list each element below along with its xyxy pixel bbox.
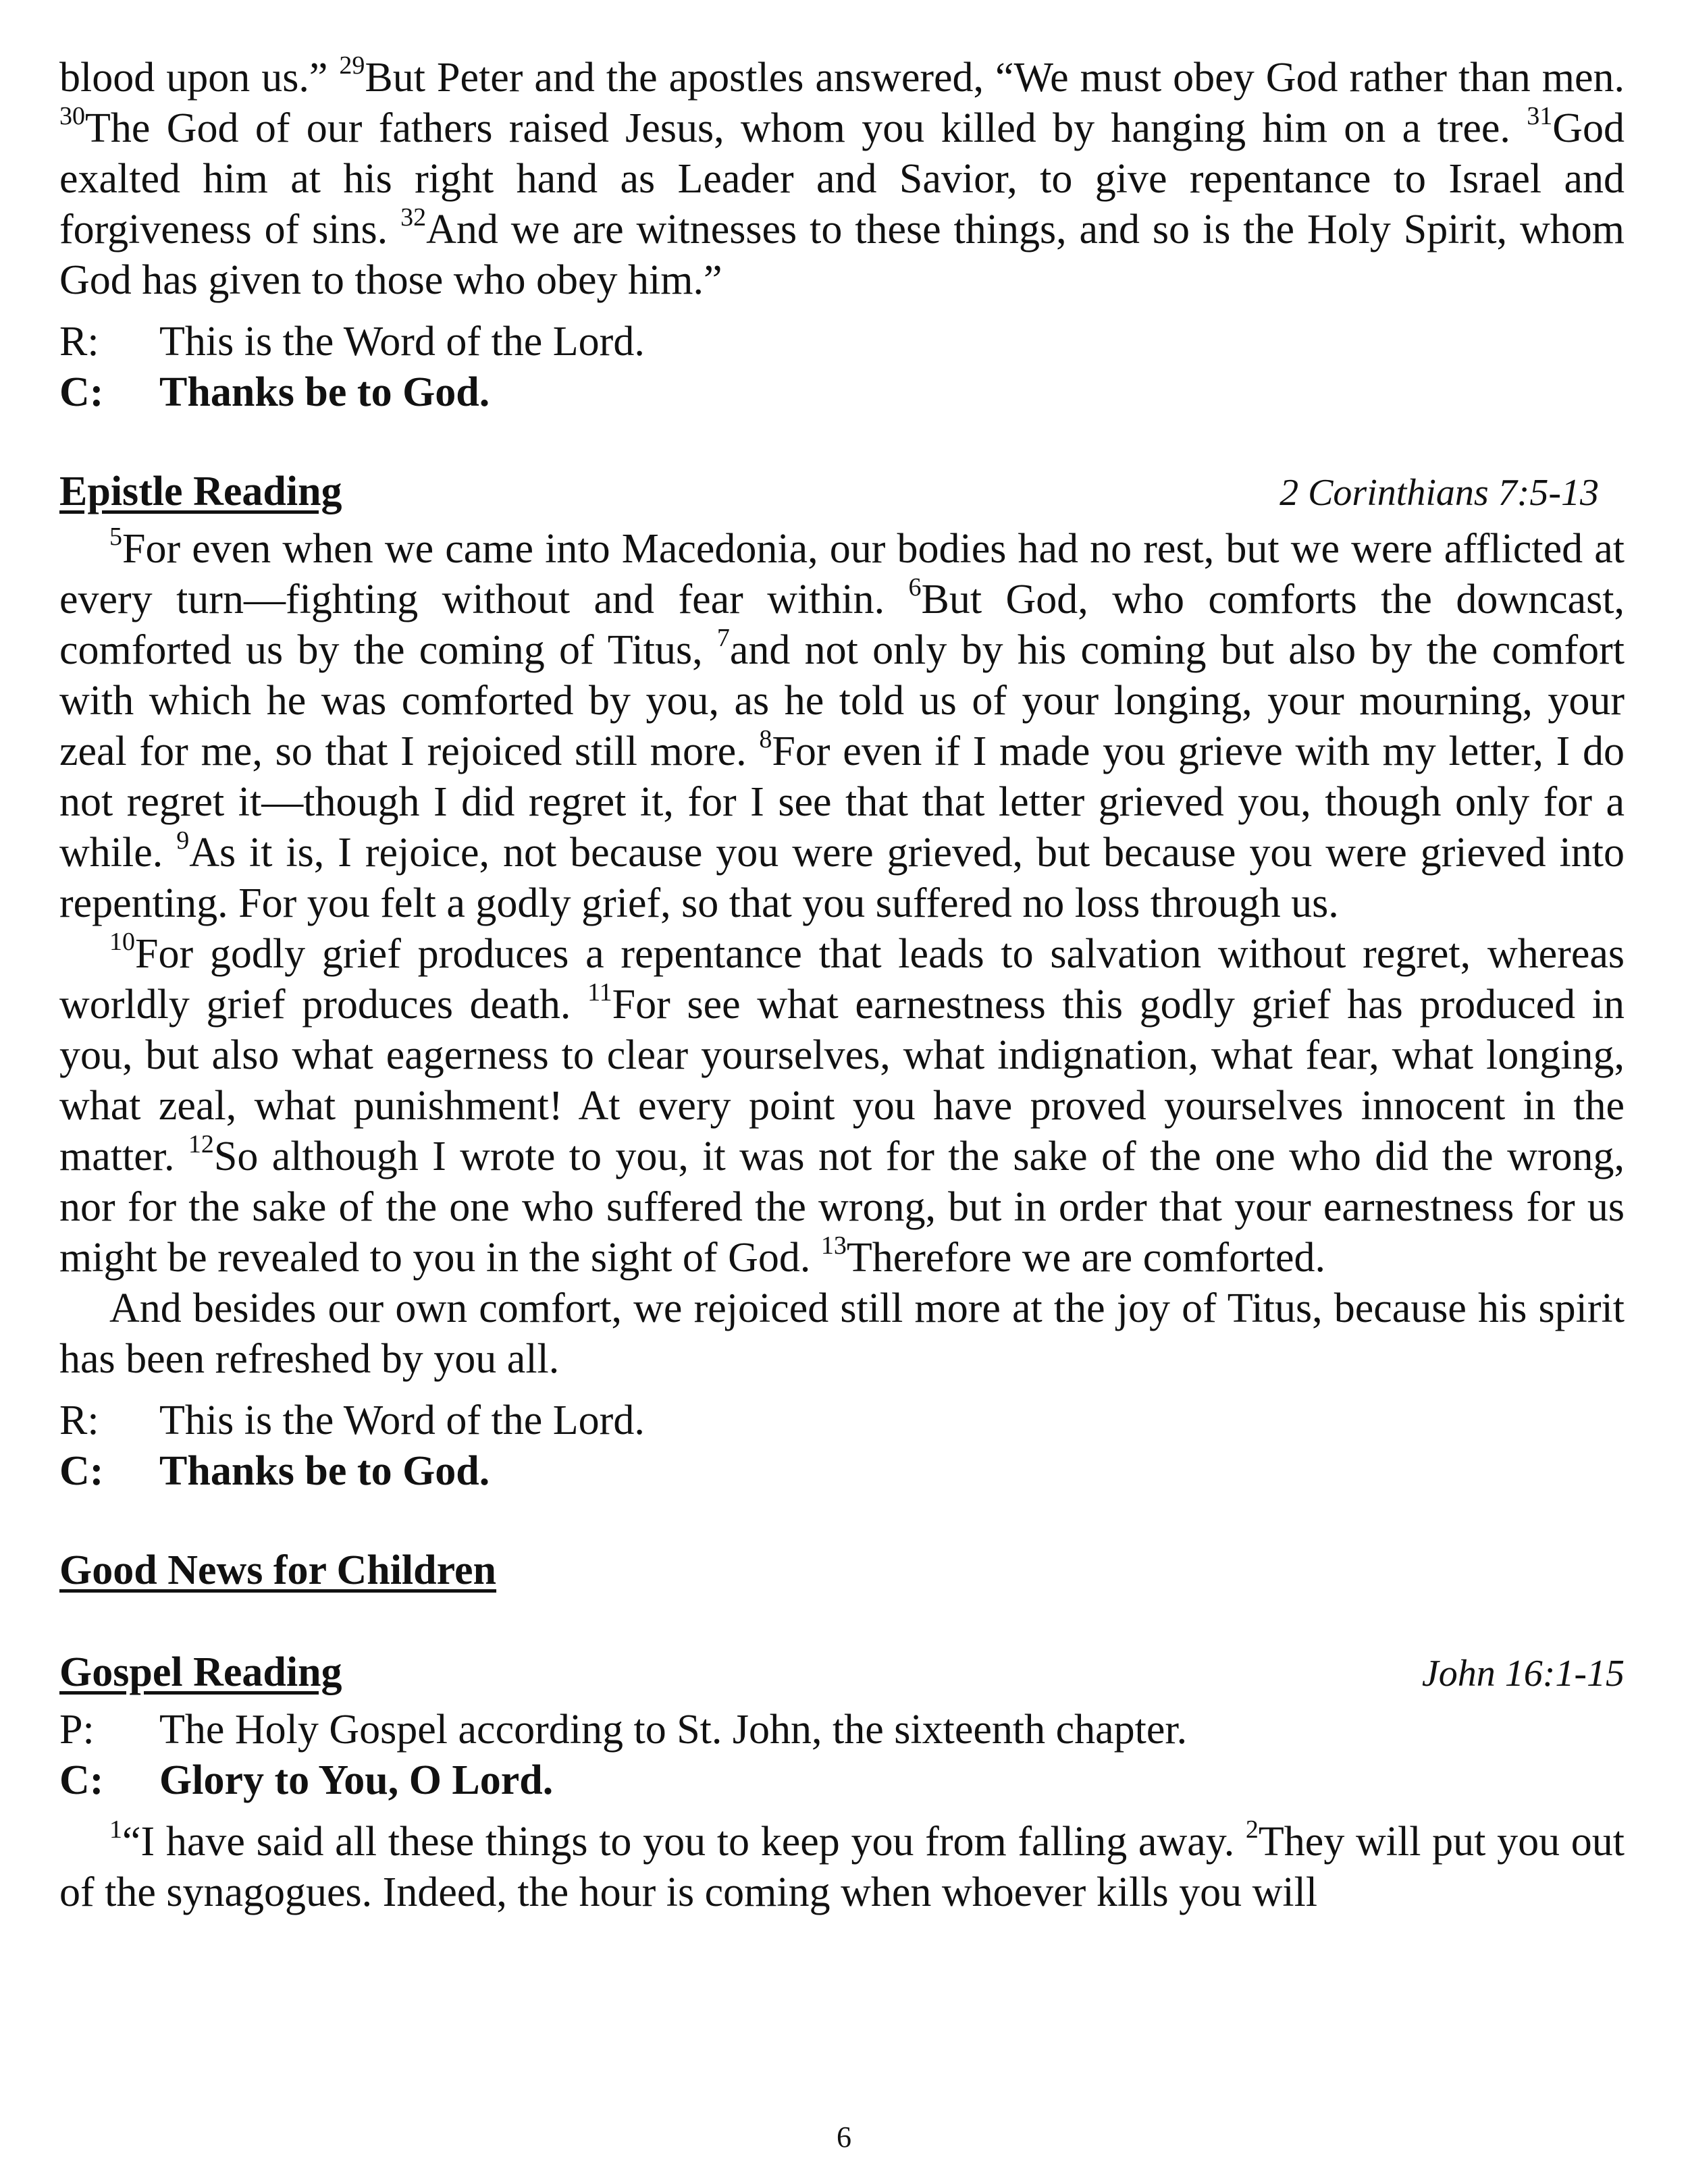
verse-number: 13 <box>820 1231 847 1260</box>
verse-number: 8 <box>759 725 772 753</box>
section-title: Epistle Reading <box>59 469 342 514</box>
verse-text: The God of our fathers raised Jesus, whom you killed by hanging him on a tree. <box>85 105 1510 151</box>
verse-text: And we are witnesses to these things, and so is the Holy Spirit, whom God has given to those who obey him.” <box>59 207 1625 303</box>
verse-number: 1 <box>109 1815 122 1844</box>
verse-number: 2 <box>1245 1815 1259 1844</box>
verse-text: God exalted him at his right hand as Leader and Savior, to give repentance to Israel and forgiveness of sins. <box>59 105 1625 252</box>
verse-text: Therefore we are comforted. <box>846 1235 1325 1281</box>
response-text: The Holy Gospel according to St. John, the sixteenth chapter. <box>159 1707 1188 1753</box>
epistle-paragraph <box>59 929 1625 1283</box>
pastor-response <box>59 1705 1625 1755</box>
gospel-paragraph <box>59 1817 1625 1918</box>
response-text: Thanks be to God. <box>159 1448 490 1494</box>
verse-text: “I have said all these things to you to keep you from falling away. <box>122 1819 1235 1865</box>
reader-response <box>59 317 1625 367</box>
acts-reading-text <box>59 53 1625 306</box>
response-label: R: <box>59 319 99 365</box>
verse-number: 5 <box>109 523 122 551</box>
children-heading <box>59 1545 1625 1596</box>
response-label: C: <box>59 369 104 415</box>
response-label: R: <box>59 1397 99 1443</box>
verse-text: They will put you out of the synagogues. Indeed, the hour is coming when whoever kills you will <box>59 1819 1625 1915</box>
verse-number: 31 <box>1527 102 1553 130</box>
response-label: C: <box>59 1757 104 1803</box>
verse-number: 32 <box>400 203 427 232</box>
verse-number: 9 <box>176 826 190 855</box>
response-text: This is the Word of the Lord. <box>159 319 645 365</box>
verse-number: 10 <box>109 928 135 956</box>
congregation-response <box>59 1446 1625 1497</box>
verse-text: So although I wrote to you, it was not for the sake of the one who did the wrong, nor for the sake of the one who suffered the wrong, but in order that your earnestness for us might be revealed to you in the sight of God. <box>59 1134 1625 1281</box>
scripture-reference: John 16:1-15 <box>1421 1653 1625 1695</box>
epistle-paragraph: And besides our own comfort, we rejoiced still more at the joy of Titus, because his spirit has been refreshed by you all. <box>59 1285 1625 1382</box>
verse-number: 12 <box>188 1130 214 1158</box>
response-label: C: <box>59 1448 104 1494</box>
verse-number: 6 <box>908 573 922 602</box>
verse-text: But Peter and the apostles answered, “We must obey God rather than men. <box>365 55 1625 101</box>
verse-number: 30 <box>59 102 85 130</box>
response-label: P: <box>59 1707 95 1753</box>
bulletin-page <box>59 53 1625 1918</box>
congregation-response <box>59 1755 1625 1806</box>
response-text: Thanks be to God. <box>159 369 490 415</box>
reader-response <box>59 1395 1625 1446</box>
page-number: 6 <box>837 2121 851 2154</box>
verse-text: For see what earnestness this godly grief has produced in you, but also what eagerness to clear yourselves, what indignation, what fear, what longing, what zeal, what punishment! At every point you have proved yourselves innocent in the matter. <box>59 982 1625 1179</box>
congregation-response <box>59 367 1625 418</box>
gospel-heading <box>59 1647 1625 1699</box>
scripture-reference: 2 Corinthians 7:5-13 <box>1280 472 1599 514</box>
verse-text: But God, who comforts the downcast, comforted us by the coming of Titus, <box>59 577 1625 673</box>
response-text: This is the Word of the Lord. <box>159 1397 645 1443</box>
response-text: Glory to You, O Lord. <box>159 1757 554 1803</box>
verse-number: 29 <box>339 51 365 80</box>
verse-text: For even if I made you grieve with my letter, I do not regret it—though I did regret it, for I see that that letter grieved you, though only for a while. <box>59 728 1625 876</box>
verse-text: and not only by his coming but also by the comfort with which he was comforted by you, as he told us of your longing, your mourning, your zeal for me, so that I rejoiced still more. <box>59 627 1625 774</box>
verse-number: 7 <box>716 624 730 652</box>
verse-text: blood upon us.” <box>59 55 328 101</box>
verse-number: 11 <box>587 978 612 1007</box>
verse-text: For even when we came into Macedonia, our bodies had no rest, but we were afflicted at every turn—fighting without and fear within. <box>59 526 1625 622</box>
verse-text: For godly grief produces a repentance that leads to salvation without regret, whereas worldly grief produces death. <box>59 931 1625 1028</box>
epistle-paragraph <box>59 524 1625 929</box>
section-title: Good News for Children <box>59 1547 497 1593</box>
epistle-heading <box>59 467 1625 518</box>
section-title: Gospel Reading <box>59 1649 342 1695</box>
verse-text: As it is, I rejoice, not because you were grieved, but because you were grieved into repenting. For you felt a godly grief, so that you suffered no loss through us. <box>59 830 1625 926</box>
